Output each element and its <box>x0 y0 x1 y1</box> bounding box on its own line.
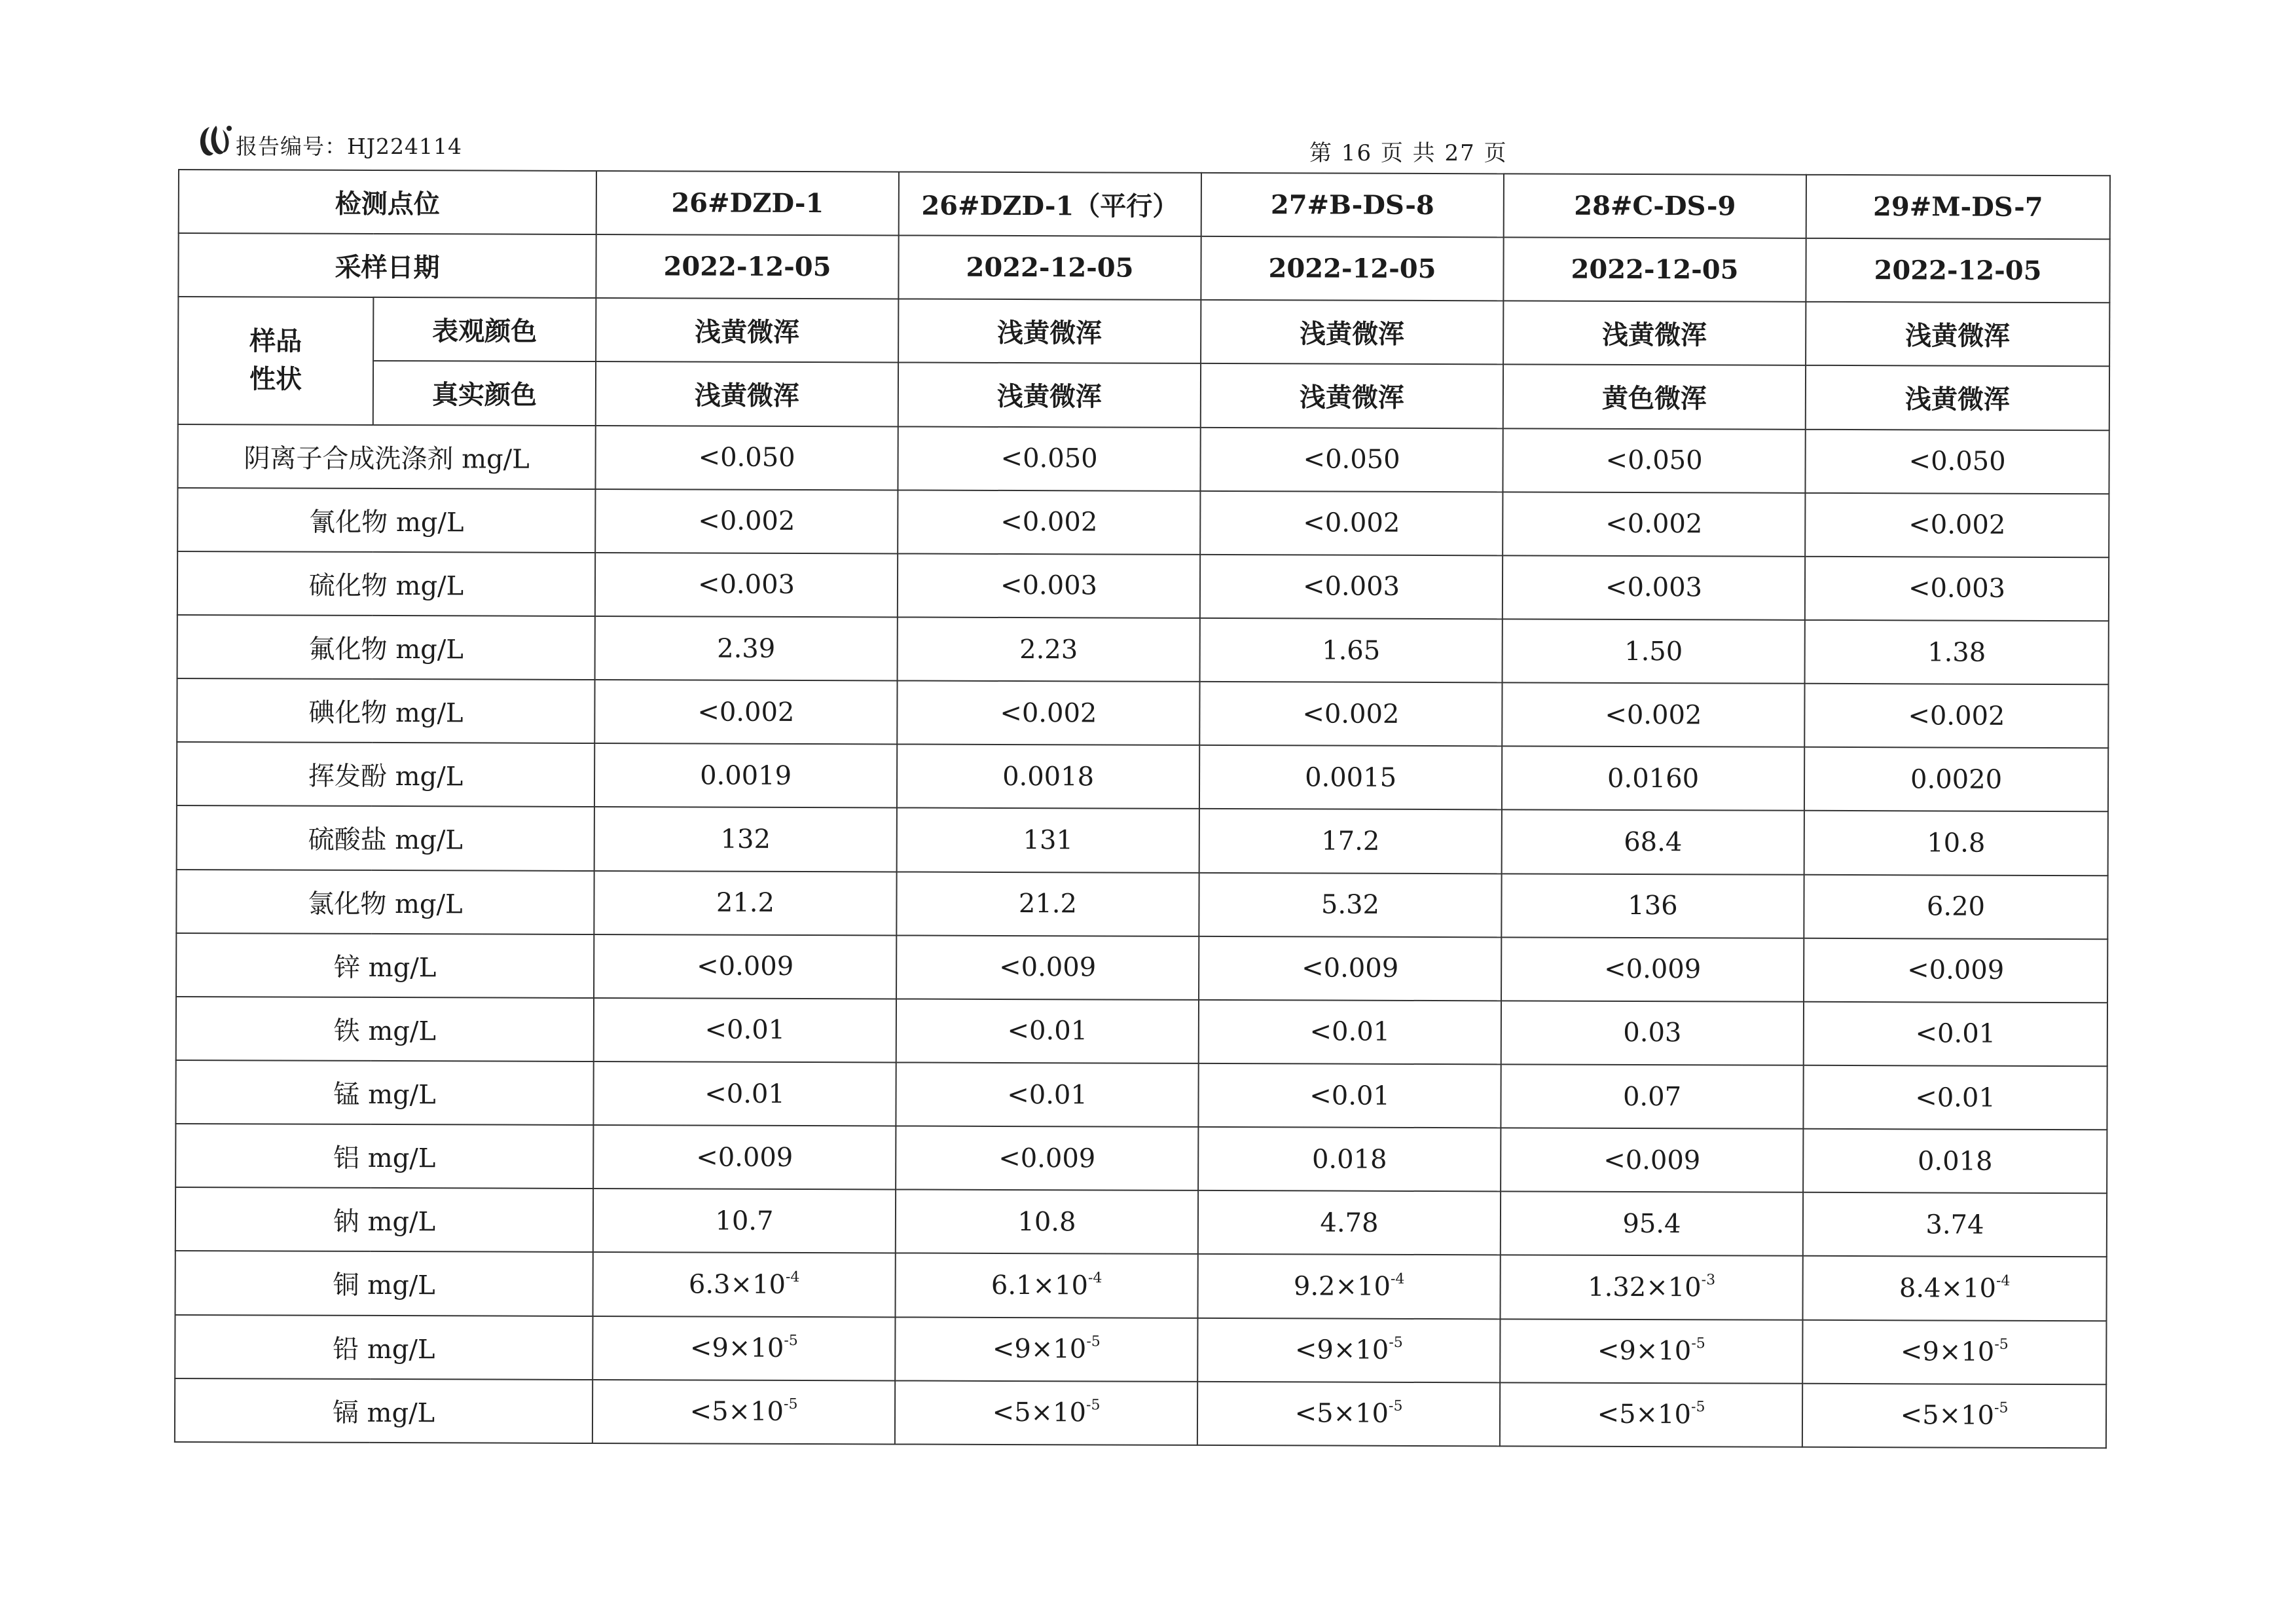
value-exponent: -5 <box>1691 1335 1705 1352</box>
result-value <box>1197 1382 1500 1447</box>
result-value: 21.2 <box>594 871 896 936</box>
result-value: 0.0019 <box>594 743 897 808</box>
result-value <box>1802 1383 2106 1448</box>
result-value: <0.003 <box>1805 557 2109 621</box>
result-value: <0.009 <box>1199 936 1501 1001</box>
location-cell: 27#B-DS-8 <box>1201 173 1504 238</box>
apparent-color-cell: 浅黄微浑 <box>596 298 898 363</box>
true-color-cell: 浅黄微浑 <box>1201 363 1503 428</box>
value-mantissa: 6.1×10 <box>991 1270 1089 1301</box>
result-value: <0.050 <box>898 426 1200 491</box>
company-logo-icon <box>196 123 234 160</box>
result-value <box>1500 1255 1802 1320</box>
value-exponent: -5 <box>1086 1397 1101 1414</box>
value-exponent: -5 <box>784 1332 798 1349</box>
result-value: 0.0018 <box>897 745 1199 809</box>
result-value: 1.38 <box>1805 620 2109 685</box>
value-mantissa: <9×10 <box>689 1333 784 1364</box>
result-value: <0.009 <box>594 934 896 999</box>
location-cell: 26#DZD-1 <box>596 171 899 236</box>
result-value: 10.7 <box>593 1189 896 1253</box>
result-value: 132 <box>594 807 897 872</box>
true-color-row <box>178 360 2109 430</box>
value-exponent: -5 <box>1691 1399 1705 1416</box>
result-row <box>177 742 2108 811</box>
result-value: <0.009 <box>896 1126 1198 1191</box>
result-row <box>175 1124 2107 1193</box>
apparent-color-cell: 浅黄微浑 <box>1806 302 2109 367</box>
result-row <box>175 1251 2107 1320</box>
result-value: <0.01 <box>1803 1065 2107 1130</box>
test-item-label: 锰 mg/L <box>175 1060 593 1125</box>
date-cell: 2022-12-05 <box>1503 238 1806 303</box>
result-value: <0.01 <box>593 1061 896 1126</box>
result-value: 10.8 <box>1804 811 2108 876</box>
result-value: <0.002 <box>1199 682 1502 747</box>
result-value: <0.01 <box>1198 1063 1501 1128</box>
result-value: <0.003 <box>898 553 1200 618</box>
test-results-table <box>174 169 2111 1449</box>
result-value <box>895 1317 1197 1382</box>
value-exponent: -3 <box>1701 1271 1716 1289</box>
result-value: 21.2 <box>896 872 1199 936</box>
result-row <box>177 551 2109 621</box>
value-mantissa: <5×10 <box>689 1396 784 1428</box>
date-cell: 2022-12-05 <box>596 234 898 299</box>
test-item-label: 挥发酚 mg/L <box>177 742 594 807</box>
result-value: <0.002 <box>594 680 897 745</box>
result-row <box>177 488 2109 557</box>
result-value: <0.01 <box>1804 1002 2107 1067</box>
result-value <box>1802 1256 2106 1321</box>
result-row <box>175 1187 2107 1257</box>
result-row <box>175 1378 2106 1449</box>
date-label: 采样日期 <box>178 233 596 298</box>
result-row <box>175 1060 2107 1130</box>
true-color-cell: 浅黄微浑 <box>898 363 1201 428</box>
true-color-cell: 浅黄微浑 <box>596 361 898 426</box>
result-row <box>176 870 2107 939</box>
result-value: <0.002 <box>897 681 1199 746</box>
result-value: <0.01 <box>1199 1000 1501 1065</box>
value-exponent: -5 <box>1994 1399 2009 1416</box>
test-item-label: 碘化物 mg/L <box>177 678 594 743</box>
result-value <box>895 1253 1197 1318</box>
value-mantissa: <5×10 <box>1597 1399 1692 1430</box>
apparent-color-cell: 浅黄微浑 <box>898 299 1201 364</box>
value-exponent: -4 <box>1087 1270 1102 1287</box>
test-item-label: 阴离子合成洗涤剂 mg/L <box>177 424 595 489</box>
result-value: <0.002 <box>595 489 898 554</box>
result-value: <0.01 <box>896 999 1199 1063</box>
result-value: 1.65 <box>1200 618 1503 683</box>
value-mantissa: 9.2×10 <box>1293 1271 1391 1302</box>
result-value: 2.39 <box>595 616 898 681</box>
result-value: <0.003 <box>1200 555 1503 619</box>
test-item-label: 铁 mg/L <box>176 997 594 1061</box>
result-value: <0.003 <box>595 553 898 618</box>
value-exponent: -5 <box>1389 1334 1403 1351</box>
result-row <box>177 805 2108 875</box>
result-value <box>592 1380 895 1445</box>
result-value: <0.050 <box>1805 429 2109 494</box>
value-mantissa: 6.3×10 <box>688 1269 786 1300</box>
result-row <box>176 997 2107 1066</box>
result-value: 6.20 <box>1804 874 2107 939</box>
result-value: 0.018 <box>1198 1127 1501 1192</box>
location-cell: 28#C-DS-9 <box>1504 174 1806 238</box>
result-row <box>177 615 2109 684</box>
result-value: <0.003 <box>1503 555 1805 620</box>
result-value: <0.009 <box>1804 938 2107 1003</box>
result-value: <0.009 <box>896 935 1199 1000</box>
result-row <box>177 678 2108 748</box>
value-mantissa: <9×10 <box>1597 1335 1692 1367</box>
value-exponent: -5 <box>1389 1397 1403 1414</box>
true-color-cell: 黄色微浑 <box>1503 365 1806 430</box>
page-info: 第 16 页 共 27 页 <box>1309 140 1508 166</box>
result-value: 2.23 <box>898 617 1200 682</box>
result-value <box>1802 1320 2106 1384</box>
result-value: 136 <box>1501 874 1804 938</box>
sample-property-label-line2: 性状 <box>249 363 302 396</box>
result-value: <0.050 <box>1503 428 1805 493</box>
result-value: <0.002 <box>1200 491 1503 556</box>
value-exponent: -4 <box>1390 1270 1405 1287</box>
date-cell: 2022-12-05 <box>1201 236 1503 301</box>
apparent-color-row <box>178 297 2109 366</box>
result-value: 17.2 <box>1199 809 1502 874</box>
location-cell: 29#M-DS-7 <box>1806 175 2110 240</box>
result-value: <0.009 <box>1501 937 1804 1002</box>
value-exponent: -4 <box>1995 1272 2011 1289</box>
result-value: 0.0160 <box>1502 747 1804 811</box>
value-mantissa: <9×10 <box>1294 1335 1389 1365</box>
location-label: 检测点位 <box>179 170 596 234</box>
result-value <box>1197 1254 1500 1319</box>
date-cell: 2022-12-05 <box>1806 238 2109 303</box>
test-item-label: 铝 mg/L <box>175 1124 593 1189</box>
sample-property-label-line1: 样品 <box>249 325 302 358</box>
location-cell: 26#DZD-1（平行） <box>899 172 1201 236</box>
sample-property-label <box>178 297 374 424</box>
result-value <box>593 1252 896 1317</box>
result-value: 3.74 <box>1803 1192 2107 1257</box>
result-value: <0.002 <box>1502 682 1804 747</box>
result-row <box>175 1315 2106 1384</box>
result-value: 95.4 <box>1501 1192 1803 1257</box>
result-row <box>176 933 2107 1003</box>
true-color-cell: 浅黄微浑 <box>1806 365 2109 430</box>
result-value: 4.78 <box>1198 1190 1501 1255</box>
date-row <box>178 233 2109 303</box>
result-value: <0.050 <box>595 426 898 490</box>
value-mantissa: <5×10 <box>992 1397 1087 1428</box>
test-item-label: 锌 mg/L <box>176 933 594 998</box>
value-mantissa: 8.4×10 <box>1899 1273 1997 1304</box>
value-exponent: -5 <box>1994 1336 2009 1353</box>
report-number: 报告编号：HJ224114 <box>236 134 462 159</box>
test-item-label: 氟化物 mg/L <box>177 615 595 680</box>
apparent-color-cell: 浅黄微浑 <box>1201 300 1503 365</box>
result-row <box>177 424 2109 494</box>
result-value: <0.009 <box>1501 1128 1803 1192</box>
result-value: 5.32 <box>1199 872 1501 937</box>
test-item-label: 铅 mg/L <box>175 1315 592 1380</box>
date-cell: 2022-12-05 <box>898 236 1201 301</box>
result-value: 1.50 <box>1503 619 1805 684</box>
result-value <box>1500 1319 1802 1384</box>
value-mantissa: <9×10 <box>992 1334 1087 1365</box>
result-value: <0.002 <box>1805 493 2109 558</box>
result-value: 10.8 <box>896 1190 1198 1255</box>
result-value <box>1500 1382 1802 1447</box>
location-row <box>179 170 2110 239</box>
value-mantissa: 1.32×10 <box>1588 1272 1702 1303</box>
result-value: 68.4 <box>1502 810 1804 875</box>
result-value: 0.018 <box>1803 1129 2107 1194</box>
result-value: 131 <box>897 808 1199 873</box>
test-item-label: 硫酸盐 mg/L <box>177 805 594 870</box>
value-mantissa: <5×10 <box>1900 1400 1995 1431</box>
result-value: <0.002 <box>1804 684 2108 748</box>
value-mantissa: <5×10 <box>1294 1398 1389 1430</box>
test-item-label: 氰化物 mg/L <box>177 488 595 553</box>
page-header <box>196 123 1539 165</box>
test-item-label: 钠 mg/L <box>175 1187 593 1252</box>
result-value: 0.03 <box>1501 1001 1804 1065</box>
value-mantissa: <9×10 <box>1900 1337 1995 1367</box>
value-exponent: -5 <box>784 1395 798 1412</box>
apparent-color-cell: 浅黄微浑 <box>1503 301 1806 366</box>
result-value: 0.0020 <box>1804 747 2108 812</box>
true-color-label: 真实颜色 <box>373 361 596 425</box>
test-item-label: 硫化物 mg/L <box>177 551 595 616</box>
apparent-color-label: 表观颜色 <box>373 297 596 361</box>
value-exponent: -4 <box>785 1268 800 1285</box>
result-value <box>592 1316 895 1381</box>
result-value <box>895 1380 1197 1445</box>
result-value: 0.0015 <box>1199 745 1502 810</box>
test-item-label: 镉 mg/L <box>175 1378 592 1443</box>
result-value: <0.002 <box>1503 492 1805 557</box>
result-value <box>1197 1318 1500 1382</box>
test-item-label: 铜 mg/L <box>175 1251 593 1316</box>
result-value: <0.009 <box>593 1125 896 1190</box>
result-value: <0.002 <box>898 490 1200 555</box>
result-value: 0.07 <box>1501 1064 1803 1129</box>
result-value: <0.050 <box>1200 427 1503 492</box>
value-exponent: -5 <box>1086 1333 1101 1350</box>
result-value: <0.01 <box>594 998 896 1063</box>
test-item-label: 氯化物 mg/L <box>176 870 594 934</box>
result-value: <0.01 <box>896 1062 1198 1127</box>
